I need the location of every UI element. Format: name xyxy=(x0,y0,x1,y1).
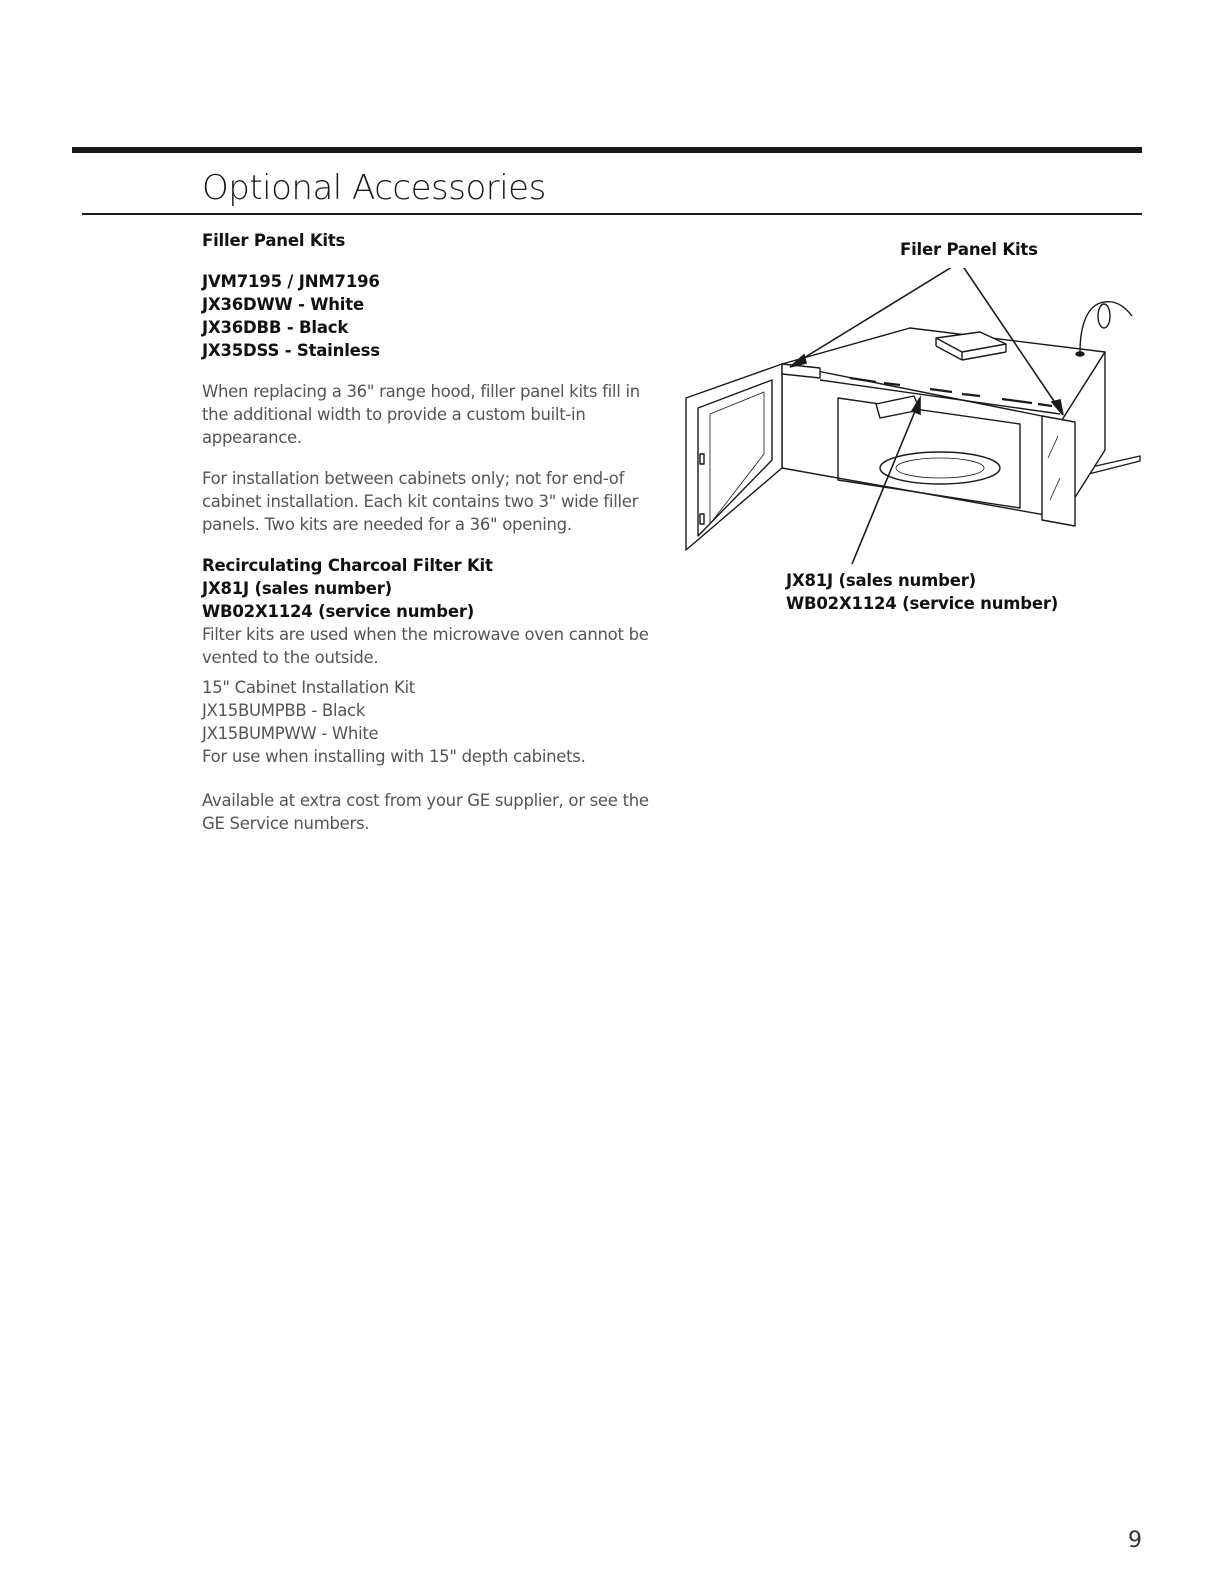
figure-label-filler-panels: Filer Panel Kits xyxy=(900,240,1038,259)
title-rule xyxy=(82,213,1142,215)
page-title: Optional Accessories xyxy=(202,168,546,208)
accessories-column xyxy=(202,229,662,835)
filler-panel-right xyxy=(1042,416,1075,526)
availability-note: Available at extra cost from your GE supplier, or see the GE Service numbers. xyxy=(202,791,649,833)
filler-model-4: JX35DSS - Stainless xyxy=(202,341,380,360)
filler-model-2: JX36DWW - White xyxy=(202,295,364,314)
page-number: 9 xyxy=(1128,1528,1142,1553)
charcoal-filter-heading: Recirculating Charcoal Filter Kit xyxy=(202,556,493,575)
filler-description-2: For installation between cabinets only; not for end-of cabinet installation. Each kit contains two 3" wide filler panels. Two kits are needed for a 36" opening. xyxy=(202,469,639,534)
charcoal-service-number: WB02X1124 (service number) xyxy=(202,602,475,621)
figure-label-filter-sales: JX81J (sales number) xyxy=(786,571,976,590)
charcoal-sales-number: JX81J (sales number) xyxy=(202,579,392,598)
cabinet-description: For use when installing with 15" depth cabinets. xyxy=(202,747,586,766)
cabinet-model-2: JX15BUMPWW - White xyxy=(202,724,379,743)
charcoal-description: Filter kits are used when the microwave oven cannot be vented to the outside. xyxy=(202,625,649,667)
header-rule xyxy=(72,147,1142,153)
filler-description-1: When replacing a 36" range hood, filler panel kits fill in the additional width to provide a custom built-in appearance. xyxy=(202,382,640,447)
microwave-illustration xyxy=(680,268,1150,568)
filler-panel-heading: Filler Panel Kits xyxy=(202,231,346,250)
filler-model-1: JVM7195 / JNM7196 xyxy=(202,272,380,291)
cabinet-kit-heading: 15" Cabinet Installation Kit xyxy=(202,678,415,697)
cabinet-model-1: JX15BUMPBB - Black xyxy=(202,701,366,720)
figure-label-filter-service: WB02X1124 (service number) xyxy=(786,594,1059,613)
filler-model-3: JX36DBB - Black xyxy=(202,318,349,337)
